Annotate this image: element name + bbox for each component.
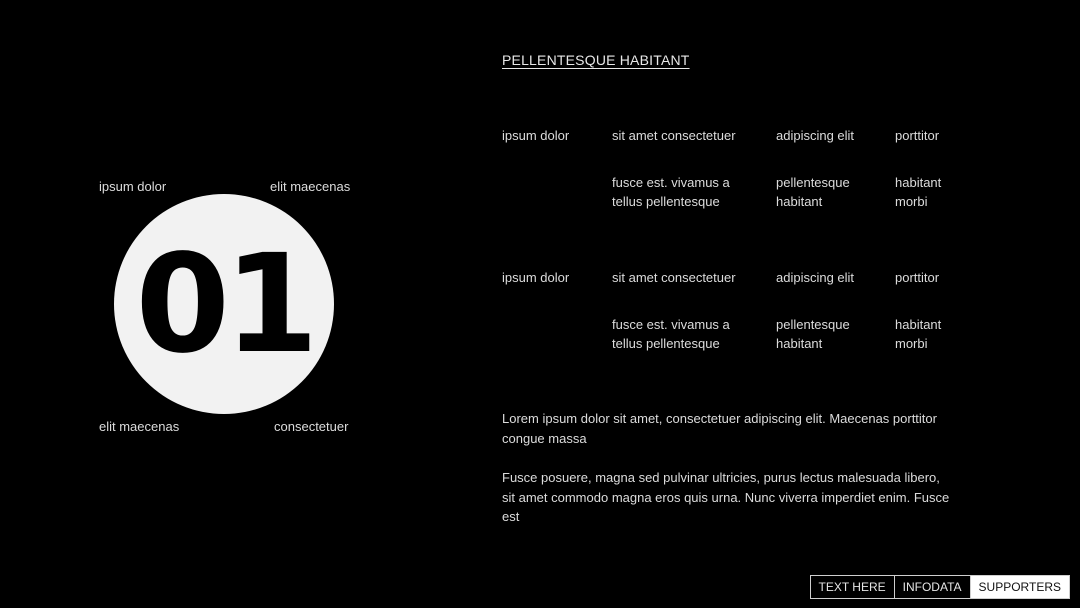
section-number: 01 <box>135 226 313 384</box>
table-cell: sit amet consectetuer <box>612 270 736 285</box>
table-cell: fusce est. vivamus a <box>612 175 730 190</box>
table-cell: porttitor <box>895 128 940 143</box>
tab-supporters[interactable]: SUPPORTERS <box>970 576 1069 598</box>
diagram-label-top-right: elit maecenas <box>270 179 351 194</box>
section-heading: PELLENTESQUE HABITANT <box>502 52 690 68</box>
row-label: ipsum dolor <box>502 128 570 143</box>
table-cell: adipiscing elit <box>776 270 855 285</box>
table-cell: habitant <box>776 194 823 209</box>
tab-text-here[interactable]: TEXT HERE <box>818 580 886 594</box>
table-cell: pellentesque <box>776 317 850 332</box>
body-paragraph: Lorem ipsum dolor sit amet, consectetuer adipiscing elit. Maecenas porttitor congue massa <box>502 411 937 446</box>
table-cell: tellus pellentesque <box>612 336 720 351</box>
row-label: ipsum dolor <box>502 270 570 285</box>
diagram-label-bottom-left: elit maecenas <box>99 419 180 434</box>
table-cell: habitant <box>895 317 942 332</box>
table-cell: morbi <box>895 336 928 351</box>
table-cell: pellentesque <box>776 175 850 190</box>
table-cell: habitant <box>776 336 823 351</box>
diagram-label-top-left: ipsum dolor <box>99 179 167 194</box>
table-cell: morbi <box>895 194 928 209</box>
number-circle <box>114 194 334 414</box>
table-cell: fusce est. vivamus a <box>612 317 730 332</box>
bottom-tab-bar <box>810 575 1070 599</box>
table-cell: habitant <box>895 175 942 190</box>
table-cell: tellus pellentesque <box>612 194 720 209</box>
table-cell: adipiscing elit <box>776 128 855 143</box>
diagram-label-bottom-right: consectetuer <box>274 419 349 434</box>
body-paragraph: Fusce posuere, magna sed pulvinar ultricies, purus lectus malesuada libero, sit amet commodo magna eros quis urna. Nunc viverra imperdiet enim. Fusce est <box>502 470 950 524</box>
tab-infodata[interactable]: INFODATA <box>894 576 970 598</box>
table-cell: porttitor <box>895 270 940 285</box>
table-cell: sit amet consectetuer <box>612 128 736 143</box>
